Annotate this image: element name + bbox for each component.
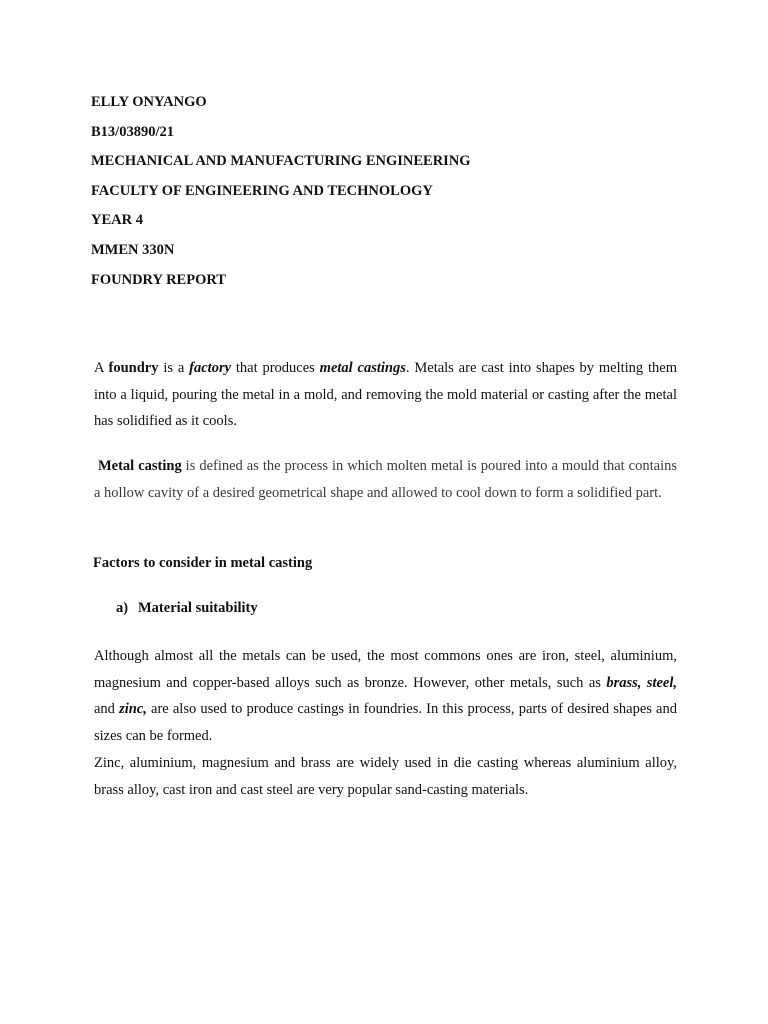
subsection-heading — [116, 599, 258, 617]
term-foundry: foundry — [108, 360, 159, 376]
text-run: A — [94, 360, 109, 376]
material-suitability-paragraph — [94, 643, 677, 749]
text-run: . Metals are cast into shapes by melting them into a liquid, pouring the metal in a mold, and removing the mold material or casting after the metal has solidified as it cools. — [94, 360, 678, 429]
term-brass-steel: brass, steel, — [606, 674, 677, 691]
term-metal-castings: metal castings — [319, 360, 406, 376]
section-heading: Factors to consider in metal casting — [93, 555, 313, 571]
registration-number: B13/03890/21 — [91, 123, 174, 140]
text-run: is a — [158, 360, 190, 376]
text-run: are also used to produce castings in foundries. In this process, parts of desired shapes and sizes can be formed. — [94, 701, 677, 744]
subsection-title: Material suitability — [138, 600, 258, 616]
department-name: MECHANICAL AND MANUFACTURING ENGINEERING — [91, 153, 471, 170]
list-marker: a) — [116, 600, 129, 616]
course-code: MMEN 330N — [91, 241, 175, 258]
student-name: ELLY ONYANGO — [91, 94, 207, 110]
report-title: FOUNDRY REPORT — [91, 271, 226, 288]
casting-materials-paragraph: Zinc, aluminium, magnesium and brass are widely used in die casting whereas aluminium alloy, brass alloy, cast iron and cast steel are very popular sand-casting materials. — [94, 755, 677, 798]
student-info-header — [91, 93, 691, 300]
term-zinc: zinc, — [119, 701, 147, 717]
text-run: and — [94, 701, 120, 717]
term-factory: factory — [189, 360, 232, 376]
faculty-name: FACULTY OF ENGINEERING AND TECHNOLOGY — [91, 182, 433, 199]
year-of-study: YEAR 4 — [91, 212, 143, 229]
metal-casting-definition-paragraph — [94, 453, 677, 506]
text-run: is defined as the process in which molten metal is poured into a mould that contains a hollow cavity of a desired geometrical shape and allowed to cool down to form a solidified part. — [94, 458, 678, 501]
text-run: Although almost all the metals can be used, the most commons ones are iron, steel, aluminium, magnesium and copper-based alloys such as bronze. However, other metals, such as — [94, 648, 677, 691]
foundry-definition-paragraph — [94, 355, 677, 435]
text-run: that produces — [231, 360, 320, 376]
term-metal-casting: Metal casting — [97, 458, 182, 474]
